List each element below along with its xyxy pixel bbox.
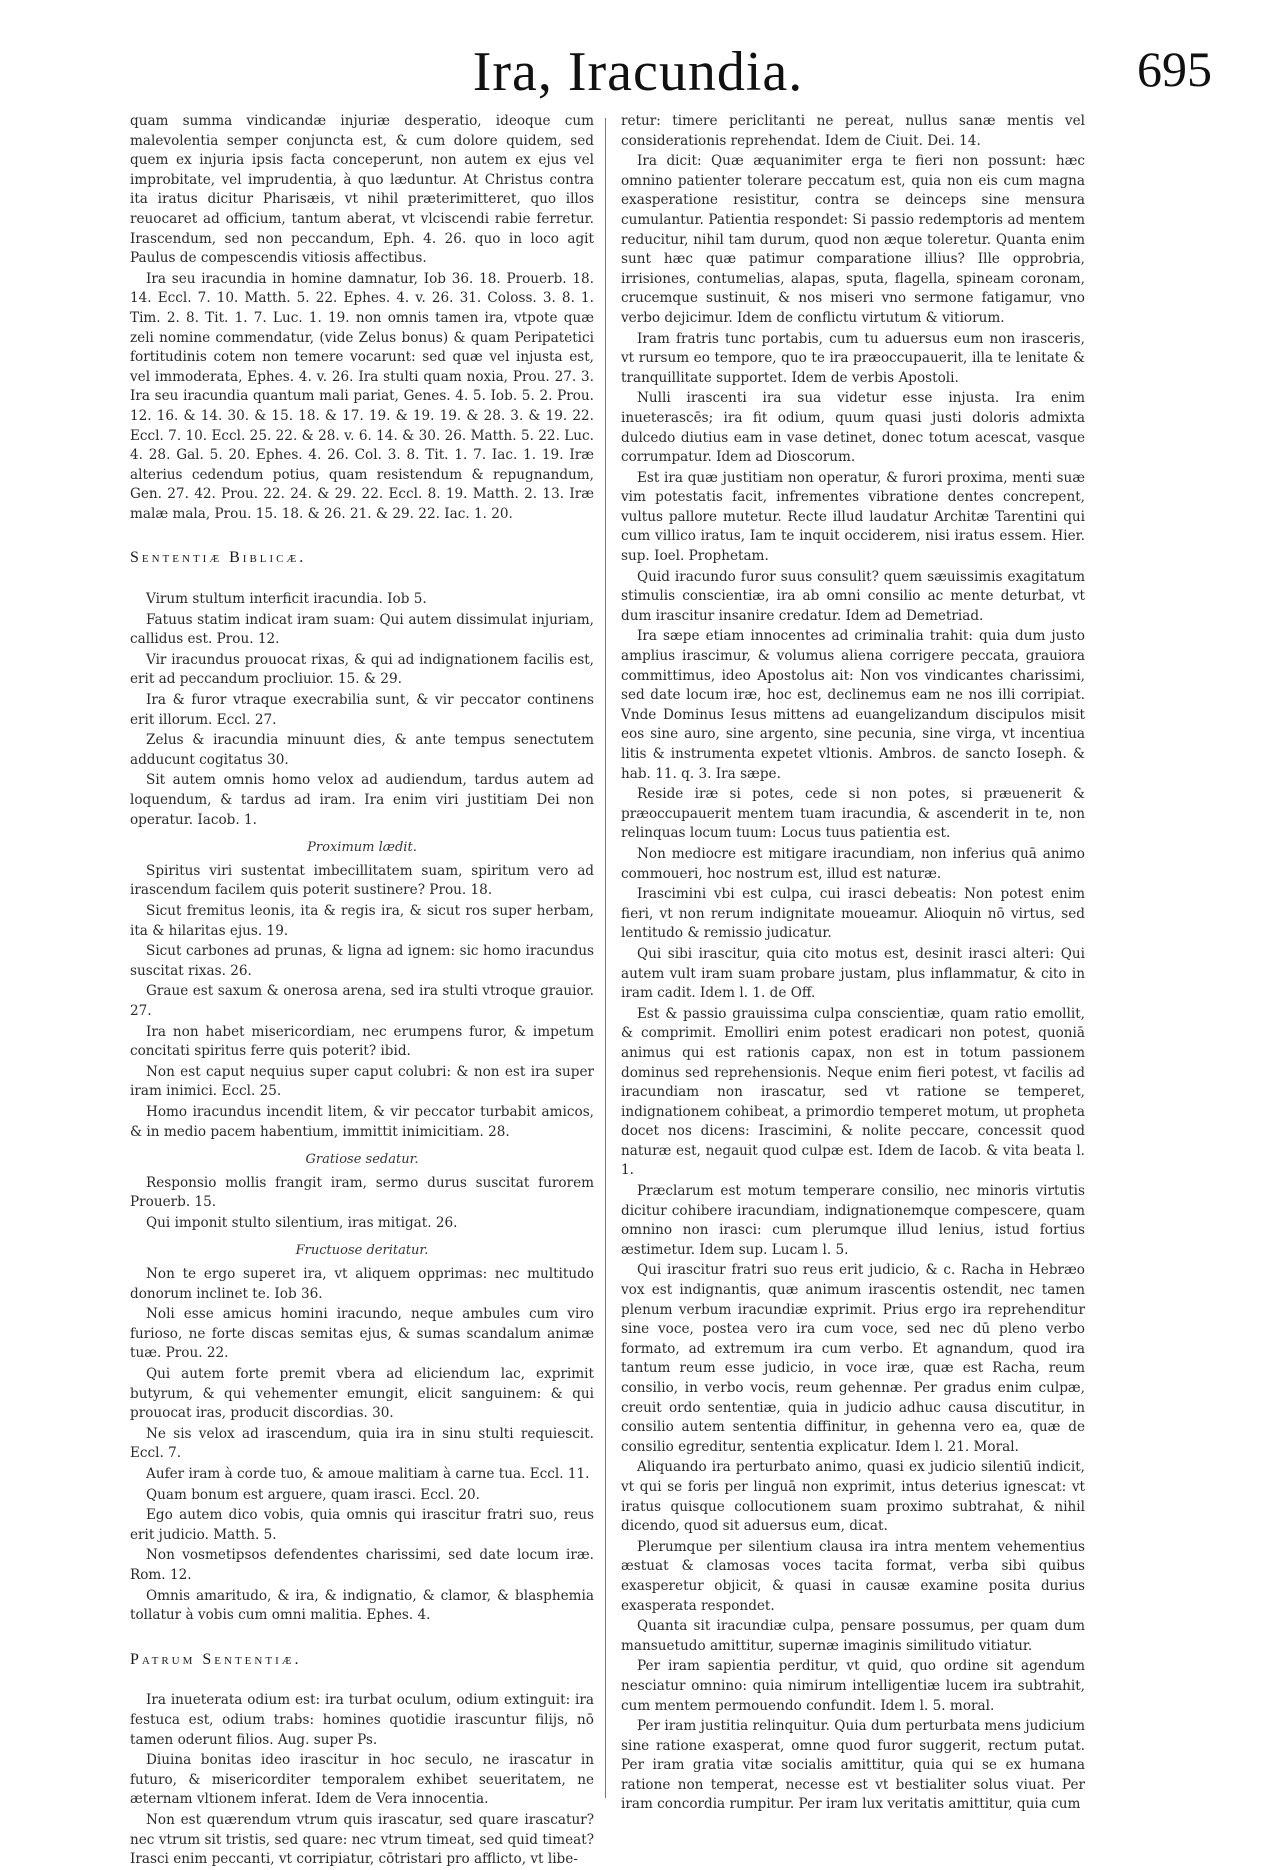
paragraph: Non mediocre est mitigare iracundiam, non inferius quā animo commoueri, hoc nostrum est, illud est naturæ. [621, 845, 1085, 882]
paragraph: Iram fratris tunc portabis, cum tu aduersus eum non irasceris, vt rursum eo tempore, quo te ira præoccupauerit, illa te lenitate & tranquillitate supportet. Idem de verbis Apostoli. [621, 330, 1085, 386]
paragraph: Per iram sapientia perditur, vt quid, quo ordine sit agendum nesciatur omnino: quia nimirum intelligentiæ lucem ira subtrahit, cum mentem permouendo confundit. Idem l. 5. moral. [621, 1658, 1085, 1714]
paragraph: Zelus & iracundia minuunt dies, & ante tempus senectutem adducunt cogitatus 30. [130, 732, 594, 768]
paragraph: Noli esse amicus homini iracundo, neque ambules cum viro furioso, ne forte discas semitas ejus, & sumas scandalum animæ tuæ. Prou. 22. [130, 1306, 594, 1362]
right-column [621, 112, 1085, 1813]
paragraph: Per iram justitia relinquitur. Quia dum perturbata mens judicium sine ratione exasperat, omne quod furor suggerit, rectum putat. Per iram gratia vitæ socialis amittitur, quia qui se ex humana ratione non temperat, necesse est vt bestialiter solus viuat. Per iram concordia rumpitur. Per iram lux veritatis amittitur, quia cum [621, 1718, 1085, 1813]
paragraph: Qui autem forte premit vbera ad eliciendum lac, exprimit butyrum, & qui vehementer emungit, elicit sanguinem: & qui prouocat iras, producit discordias. 30. [130, 1366, 594, 1422]
paragraph: quam summa vindicandæ injuriæ desperatio, ideoque cum malevolentia semper conjuncta est, & cum dolore quidem, sed quem ex injuria ipsis facta conceperunt, non autem ex ejus vel improbitate, vel imprudentia, à quo læduntur. At Christus contra ita iratus dicitur Pharisæis, vt nihil præterimitteret, quo illos reuocaret ad officium, tantum aberat, vt vlciscendi rabie ferretur. Irascendum, sed non peccandum, Eph. 4. 26. quo in loco agit Paulus de compescendis vitiosis affectibus. [130, 113, 594, 267]
paragraph: Non est caput nequius super caput colubri: & non est ira super iram inimici. Eccl. 25. [130, 1063, 594, 1100]
paragraph: Responsio mollis frangit iram, sermo durus suscitat furorem Prouerb. 15. [130, 1174, 594, 1211]
paragraph: Sicut fremitus leonis, ita & regis ira, & sicut ros super herbam, ita & hilaritas ejus. 19. [130, 902, 594, 939]
paragraph: Non te ergo superet ira, vt aliquem opprimas: nec multitudo donorum inclinet te. Iob 36. [130, 1266, 594, 1302]
paragraph: Quid iracundo furor suus consulit? quem sæuissimis exagitatum stimulis conscientiæ, ira ab omni consilio ac mente deturbat, vt dum irascitur insanire credatur. Idem ad Demetriad. [621, 568, 1085, 624]
paragraph: retur: timere periclitanti ne pereat, nullus sanæ mentis vel considerationis reprehendat. Idem de Ciuit. Dei. 14. [621, 113, 1085, 149]
subheading: Fructuose deritatur. [295, 1243, 429, 1259]
paragraph: Ira dicit: Quæ æquanimiter erga te fieri non possunt: hæc omnino patienter tolerare peccatum est, quia non eis cum magna exasperatione resistitur, contra se deinceps sine mensura cumulantur. Patientia respondet: Si passio redemptoris ad mentem reducitur, nihil tam durum, quod non æque toleretur. Quanta enim sunt hæc quæ patimur comparatione illius? Ille opprobria, irrisiones, contumelias, alapas, sputa, flagella, spineam coronam, crucemque sustinuit, & nos miseri vno sermone fatigamur, vno verbo dejicimur. Idem de conflictu virtutum & vitiorum. [621, 153, 1085, 326]
paragraph: Aliquando ira perturbato animo, quasi ex judicio silentiū indicit, vt qui se foris per linguā non exprimit, intus deterius ignescat: vt iratus quisque collocutionem suam proximo subtrahat, & nihil dicendo, quod sit aduersus eum, dicat. [621, 1459, 1085, 1535]
section-heading-biblicae: Sententiæ Biblicæ. [130, 549, 307, 567]
paragraph: Qui imponit stulto silentium, iras mitigat. 26. [146, 1214, 458, 1231]
paragraph: Ira inueterata odium est: ira turbat oculum, odium extinguit: ira festuca est, odium trabs: homines quotidie irascuntur filijs, nō tamen oderunt filios. Aug. super Ps. [130, 1692, 594, 1748]
paragraph: Quam bonum est arguere, quam irasci. Eccl. 20. [146, 1486, 480, 1503]
paragraph: Ne sis velox ad irascendum, quia ira in sinu stulti requiescit. Eccl. 7. [130, 1425, 594, 1462]
paragraph: Irascimini vbi est culpa, cui irasci debeatis: Non potest enim fieri, vt non rerum indignitate moueamur. Alioquin nō virtus, sed lentitudo & remissio judicatur. [621, 886, 1085, 942]
paragraph: Ego autem dico vobis, quia omnis qui irascitur fratri suo, reus erit judicio. Matth. 5. [130, 1507, 594, 1543]
paragraph: Qui sibi irascitur, quia cito motus est, desinit irasci alteri: Qui autem vult iram suam probare justam, plus inflammatur, & cito in iram cadit. Idem l. 1. de Off. [621, 945, 1085, 1002]
running-head: Ira, Iracundia. [472, 41, 804, 103]
paragraph: Qui irascitur fratri suo reus erit judicio, & c. Racha in Hebræo vox est indignantis, quæ animum irascentis ostendit, nec tamen plenum verbum iracundiæ exprimit. Prius ergo ira reprehenditur sine voce, postea vero ira cum voce, sed nec dū pleno verbo formato, ad extremum ira cum verbo. Et agnandum, quod ira tantum reum esse judicio, in voce iræ, quæ est Racha, reum consilio, in verbo vocis, reum gehennæ. Per gradus enim culpæ, creuit ordo sententiæ, quia in judicio adhuc causa discutitur, in consilio autem sententia diffinitur, in gehenna vero ea, quæ de consilio egreditur, sententia explicatur. Idem l. 21. Moral. [621, 1262, 1085, 1455]
paragraph: Nulli irascenti ira sua videtur esse injusta. Ira enim inueterascēs; ira fit odium, quum quasi justi doloris admixta dulcedo diutius eam in vase detinet, donec totum acescat, vasque corrumpatur. Idem ad Dioscorum. [621, 390, 1085, 466]
paragraph: Virum stultum interficit iracundia. Iob 5. [146, 591, 427, 608]
paragraph: Est ira quæ justitiam non operatur, & furori proxima, menti suæ vim potestatis facit, infrementes vibratione dentes concrepent, vultus pallore mutetur. Recte illud laudatur Architæ Tarentini qui cum villico iratus, Iam te inquit occiderem, nisi iratus essem. Hier. sup. Ioel. Prophetam. [621, 469, 1085, 565]
paragraph: Ira & furor vtraque execrabilia sunt, & vir peccator continens erit illorum. Eccl. 27. [130, 692, 594, 728]
subheading: Proximum lædit. [307, 840, 417, 856]
paragraph: Reside iræ si potes, cede si non potes, si præuenerit & præoccupauerit mentem tuam iracundia, & ascenderit in te, non relinquas locum tuum: Locus tuus patientia est. [621, 786, 1085, 842]
paragraph: Præclarum est motum temperare consilio, nec minoris virtutis dicitur cohibere iracundiam, indignationemque compescere, quam omnino non irasci: cum plerumque illud lenius, istud fortius æstimetur. Idem sup. Lucam l. 5. [621, 1183, 1085, 1258]
paragraph: Est & passio grauissima culpa conscientiæ, quam ratio emollit, & comprimit. Emolliri enim potest eradicari non potest, quoniā animus qui est rationis capax, non est in totum passionem dominus sed reprehensionis. Neque enim fieri potest, vt facilis ad iracundiam non irascatur, sed vt ratione se temperet, indignationem cohibeat, a primordio temperet motum, ut propheta docet nos dicens: Irascimini, & nolite peccare, concessit quod naturæ est, negauit quod culpæ est. Idem de Iacob. & vita beata l. 1. [621, 1005, 1085, 1179]
paragraph: Fatuus statim indicat iram suam: Qui autem dissimulat injuriam, callidus est. Prou. 12. [130, 611, 594, 648]
paragraph: Ira non habet misericordiam, nec erumpens furor, & impetum concitati spiritus ferre quis poterit? ibid. [130, 1023, 594, 1060]
paragraph: Homo iracundus incendit litem, & vir peccator turbabit amicos, & in medio pacem habentium, immittit inimicitiam. 28. [130, 1103, 594, 1140]
section-heading-patrum: Patrum Sententiæ. [130, 1650, 302, 1668]
paragraph: Plerumque per silentium clausa ira intra mentem vehementius æstuat & clamosas voces tacita format, verba sibi quibus exasperetur objicit, & quasi in causæ examine posita durius exasperata respondet. [621, 1538, 1085, 1614]
subheading: Gratiose sedatur. [305, 1152, 419, 1168]
paragraph: Aufer iram à corde tuo, & amoue malitiam à carne tua. Eccl. 11. [146, 1466, 590, 1482]
paragraph: Diuina bonitas ideo irascitur in hoc seculo, ne irascatur in futuro, & misericorditer temporalem exhibet seueritatem, ne æternam vltionem inferat. Idem de Vera innocentia. [130, 1752, 594, 1808]
paragraph: Non vosmetipsos defendentes charissimi, sed date locum iræ. Rom. 12. [130, 1547, 594, 1583]
paragraph: Vir iracundus prouocat rixas, & qui ad indignationem facilis est, erit ad peccandum procliuior. 15. & 29. [130, 651, 594, 688]
paragraph: Quanta sit iracundiæ culpa, pensare possumus, per quam dum mansuetudo amittitur, supernæ imaginis similitudo vitiatur. [621, 1618, 1085, 1654]
paragraph: Sit autem omnis homo velox ad audiendum, tardus autem ad loquendum, & tardus ad iram. Ira enim viri justitiam Dei non operatur. Iacob. 1. [130, 772, 594, 828]
paragraph: Graue est saxum & onerosa arena, sed ira stulti vtroque grauior. 27. [130, 983, 594, 1019]
paragraph: Ira seu iracundia in homine damnatur, Iob 36. 18. Prouerb. 18. 14. Eccl. 7. 10. Matth. 5. 22. Ephes. 4. v. 26. 31. Coloss. 3. 8. 1. Tim. 2. 8. Tit. 1. 7. Luc. 1. 19. non omnis tamen ira, vtpote quæ zeli nomine commendatur, (vide Zelus bonus) & quam Peripatetici fortitudinis cotem non temere vocarunt: sed quæ vel injusta est, vel immoderata, Ephes. 4. v. 26. Ira stulti quam noxia, Prou. 27. 3. Ira seu iracundia quantum mali pariat, Genes. 4. 5. Iob. 5. 2. Prou. 12. 16. & 14. 30. & 15. 18. & 17. 19. & 19. 19. & 28. 3. & 19. 22. Eccl. 7. 10. Eccl. 25. 22. & 28. v. 6. 14. & 30. 26. Matth. 5. 22. Luc. 4. 28. Gal. 5. 20. Ephes. 4. 26. Col. 3. 8. Tit. 1. 7. Iac. 1. 19. Iræ alterius cedendum potius, quam resistendum & repugnandum, Gen. 27. 42. Prou. 22. 24. & 29. 22. Eccl. 8. 19. Matth. 2. 13. Iræ malæ mala, Prou. 15. 18. & 26. 21. & 29. 22. Iac. 1. 20. [130, 270, 594, 522]
column-divider [605, 118, 606, 1798]
paragraph: Sicut carbones ad prunas, & ligna ad ignem: sic homo iracundus suscitat rixas. 26. [130, 943, 594, 979]
page-number: 695 [1137, 41, 1212, 97]
paragraph: Omnis amaritudo, & ira, & indignatio, & clamor, & blasphemia tollatur à vobis cum omni malitia. Ephes. 4. [130, 1587, 594, 1624]
left-column [130, 112, 594, 1868]
paragraph: Non est quærendum vtrum quis irascatur, sed quare irascatur? nec vtrum sit tristis, sed quare: nec vtrum timeat, sed quid timeat? Irasci enim peccanti, vt corripiatur, cōtristari pro afflicto, vt libe- [130, 1811, 594, 1868]
paragraph: Spiritus viri sustentat imbecillitatem suam, spiritum vero ad irascendum facilem quis poterit sustinere? Prou. 18. [130, 862, 594, 899]
paragraph: Ira sæpe etiam innocentes ad criminalia trahit: quia dum justo amplius irascimur, & volumus aliena corrigere peccata, grauiora committimus, ideo Apostolus ait: Non vos vindicantes charissimi, sed date locum iræ, hoc est, declinemus eam ne nos illi corripiat. Vnde Dominus Iesus mittens ad euangelizandum discipulos misit eos sine auro, sine argento, sine pecunia, sine virga, vt incentiua litis & instrumenta expetet vltionis. Ambros. de sancto Ioseph. & hab. 11. q. 3. Ira sæpe. [621, 628, 1085, 782]
